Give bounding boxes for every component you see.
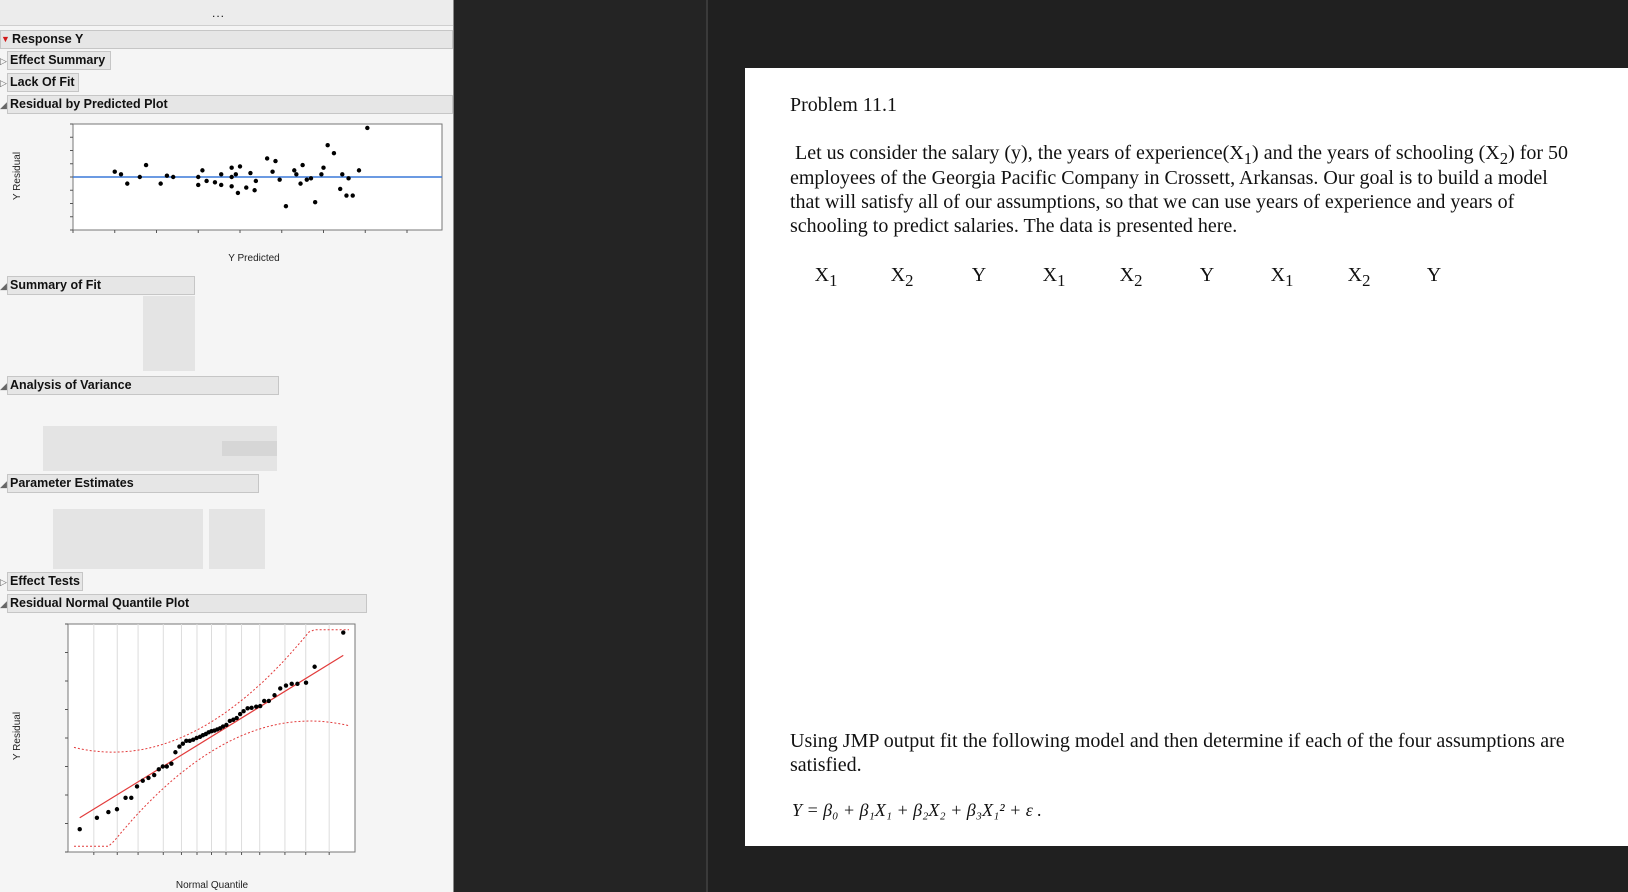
residual-point xyxy=(248,171,252,175)
residual-point xyxy=(158,181,162,185)
residual-point xyxy=(229,175,233,179)
header-letter: Y xyxy=(1426,264,1442,286)
header-letter: X xyxy=(814,264,830,286)
pe-cell xyxy=(161,524,203,539)
pe-cell xyxy=(209,539,265,554)
residual-plot-ylabel: Y Residual xyxy=(12,151,23,201)
residual-by-predicted-label: Residual by Predicted Plot xyxy=(10,97,168,111)
fit-stat-label xyxy=(7,296,143,311)
quantile-point xyxy=(146,776,150,780)
pe-cell xyxy=(161,509,203,524)
residual-point xyxy=(113,170,117,174)
anova-cell xyxy=(222,441,277,456)
residual-point xyxy=(219,172,223,176)
quantile-point xyxy=(165,764,169,768)
summary-of-fit-label: Summary of Fit xyxy=(10,278,101,292)
fit-stat-value xyxy=(143,326,195,341)
quantile-point xyxy=(152,773,156,777)
header-letter: X xyxy=(890,264,906,286)
table-column-header xyxy=(949,264,1009,287)
residual-point xyxy=(196,183,200,187)
quantile-point xyxy=(169,761,173,765)
quantile-point xyxy=(304,681,308,685)
residual-point xyxy=(309,176,313,180)
table-column-header xyxy=(1177,264,1237,287)
table-column-header xyxy=(1024,264,1084,291)
para1-text: Let us consider the salary (y), the years of experience(X xyxy=(795,142,1244,164)
residual-point xyxy=(332,151,336,155)
pe-cell xyxy=(109,539,161,554)
disclosure-open-icon[interactable]: ◢ xyxy=(0,381,7,391)
pe-cell xyxy=(7,539,53,554)
effect-summary-label: Effect Summary xyxy=(10,53,106,67)
problem-document xyxy=(745,68,1628,846)
para1-text: ) and the years of schooling (X xyxy=(1252,142,1500,164)
quantile-point xyxy=(95,816,99,820)
quantile-point xyxy=(258,704,262,708)
disclosure-open-icon[interactable]: ◢ xyxy=(0,100,7,110)
header-letter: X xyxy=(1270,264,1286,286)
fit-stat-label xyxy=(7,311,143,326)
response-header[interactable] xyxy=(0,30,453,49)
pe-cell xyxy=(109,524,161,539)
anova-cell xyxy=(87,441,152,456)
residual-point xyxy=(200,168,204,172)
disclosure-closed-icon[interactable]: ▷ xyxy=(0,56,7,66)
table-column-header xyxy=(1101,264,1161,291)
table-column-header xyxy=(1404,264,1464,287)
anova-cell xyxy=(152,456,222,471)
residual-point xyxy=(171,175,175,179)
fit-stat-value xyxy=(143,311,195,326)
pe-cell xyxy=(109,554,161,569)
quantile-point xyxy=(290,682,294,686)
anova-label: Analysis of Variance xyxy=(10,378,132,392)
parameter-estimates-header[interactable] xyxy=(7,474,259,493)
lack-of-fit-header[interactable] xyxy=(7,73,79,92)
residual-point xyxy=(204,179,208,183)
anova-cell xyxy=(7,456,43,471)
quantile-point xyxy=(181,742,185,746)
disclosure-open-icon[interactable]: ◢ xyxy=(0,479,7,489)
anova-cell xyxy=(43,426,87,441)
residual-point xyxy=(265,156,269,160)
pe-cell xyxy=(7,554,53,569)
salary-data-table xyxy=(745,264,1628,704)
fit-stat-label xyxy=(7,341,143,356)
fit-stat-value xyxy=(143,296,195,311)
anova-cell xyxy=(222,426,277,441)
quantile-point xyxy=(341,630,345,634)
paragraph-1-line-3: that will satisfy all of our assumptions, so that we can use years of experience and years of xyxy=(790,191,1515,213)
lack-of-fit-label: Lack Of Fit xyxy=(10,75,75,89)
summary-of-fit-header[interactable] xyxy=(7,276,195,295)
pe-cell xyxy=(7,524,53,539)
quantile-point xyxy=(272,693,276,697)
residual-point xyxy=(270,170,274,174)
table-column-header xyxy=(1329,264,1389,291)
quantile-point xyxy=(284,683,288,687)
residual-point xyxy=(229,184,233,188)
pe-cell xyxy=(53,554,109,569)
quantile-point xyxy=(254,704,258,708)
paragraph-2-line-2: satisfied. xyxy=(790,754,862,776)
header-subscript: 1 xyxy=(1285,271,1294,290)
quantile-point xyxy=(245,706,249,710)
header-letter: X xyxy=(1042,264,1058,286)
fit-stat-value xyxy=(143,356,195,371)
paragraph-1-line-1 xyxy=(795,142,1568,169)
anova-cell xyxy=(43,441,87,456)
disclosure-open-icon[interactable]: ◢ xyxy=(0,281,7,291)
header-letter: X xyxy=(1119,264,1135,286)
anova-cell xyxy=(7,426,43,441)
table-column-header xyxy=(872,264,932,291)
anova-cell xyxy=(152,426,222,441)
residual-point xyxy=(344,193,348,197)
residual-point xyxy=(284,204,288,208)
residual-point xyxy=(273,159,277,163)
pe-cell xyxy=(209,509,265,524)
residual-point xyxy=(277,177,281,181)
residual-point xyxy=(294,172,298,176)
residual-point xyxy=(305,177,309,181)
residual-point xyxy=(236,191,240,195)
quantile-point xyxy=(115,807,119,811)
residual-point xyxy=(351,193,355,197)
quantile-point xyxy=(224,723,228,727)
residual-point xyxy=(219,183,223,187)
quantile-point xyxy=(135,784,139,788)
table-column-header xyxy=(796,264,856,291)
pe-cell xyxy=(209,524,265,539)
paragraph-2-line-1: Using JMP output fit the following model and then determine if each of the four assumptions are xyxy=(790,730,1565,752)
pe-cell xyxy=(209,554,265,569)
quantile-point xyxy=(129,796,133,800)
pe-cell xyxy=(161,554,203,569)
header-letter: Y xyxy=(1199,264,1215,286)
residual-point xyxy=(252,188,256,192)
pe-cell xyxy=(53,524,109,539)
pe-cell xyxy=(53,509,109,524)
header-subscript: 2 xyxy=(1362,271,1371,290)
quantile-point xyxy=(78,827,82,831)
header-subscript: 2 xyxy=(1134,271,1143,290)
residual-point xyxy=(165,173,169,177)
quantile-plot-ylabel: Y Residual xyxy=(12,711,23,761)
residual-point xyxy=(365,126,369,130)
quantile-point xyxy=(141,779,145,783)
more-options-button[interactable]: ... xyxy=(212,6,226,20)
quantile-point xyxy=(241,709,245,713)
paragraph-1-line-2: employees of the Georgia Pacific Company in Crossett, Arkansas. Our goal is to build a model xyxy=(790,167,1548,189)
subscript: 2 xyxy=(1499,149,1509,168)
residual-point xyxy=(238,164,242,168)
residual-point xyxy=(325,143,329,147)
table-column-header xyxy=(1252,264,1312,291)
problem-title: Problem 11.1 xyxy=(790,94,898,116)
pe-cell xyxy=(161,539,203,554)
header-letter: X xyxy=(1347,264,1363,286)
header-subscript: 2 xyxy=(905,271,914,290)
quantile-point xyxy=(177,744,181,748)
residual-point xyxy=(234,172,238,176)
quantile-point xyxy=(123,796,127,800)
anova-cell xyxy=(43,456,87,471)
quantile-point xyxy=(267,699,271,703)
anova-cell xyxy=(87,426,152,441)
residual-point xyxy=(144,163,148,167)
residual-point xyxy=(346,176,350,180)
quantile-point xyxy=(295,682,299,686)
fit-stat-label xyxy=(7,356,143,371)
quantile-point xyxy=(161,764,165,768)
residual-point xyxy=(357,168,361,172)
quantile-point xyxy=(173,750,177,754)
quantile-point xyxy=(235,716,239,720)
pe-cell xyxy=(53,539,109,554)
residual-point xyxy=(319,172,323,176)
parameter-estimates-table xyxy=(7,494,259,568)
quantile-plot-xlabel: Normal Quantile xyxy=(175,880,249,891)
empty-dark-area xyxy=(454,0,706,892)
fit-stat-value xyxy=(143,341,195,356)
quantile-point xyxy=(262,699,266,703)
anova-cell xyxy=(222,456,277,471)
disclosure-closed-icon[interactable]: ▷ xyxy=(0,78,7,88)
header-letter: Y xyxy=(971,264,987,286)
residual-point xyxy=(321,166,325,170)
quantile-point xyxy=(238,712,242,716)
jmp-report-pane xyxy=(0,0,454,892)
residual-point xyxy=(300,163,304,167)
analysis-of-variance-header[interactable] xyxy=(7,376,279,395)
summary-of-fit-table xyxy=(7,296,195,372)
residual-point xyxy=(229,166,233,170)
header-subscript: 1 xyxy=(829,271,838,290)
normal-quantile-label: Residual Normal Quantile Plot xyxy=(10,596,190,610)
residual-point xyxy=(298,181,302,185)
anova-cell xyxy=(152,441,222,456)
paragraph-1-line-4: schooling to predict salaries. The data is presented here. xyxy=(790,215,1238,237)
residual-point xyxy=(313,200,317,204)
normal-quantile-plot xyxy=(0,614,453,892)
residual-point xyxy=(213,180,217,184)
residual-point xyxy=(119,172,123,176)
residual-point xyxy=(254,179,258,183)
quantile-point xyxy=(312,665,316,669)
anova-cell xyxy=(7,441,43,456)
fit-stat-label xyxy=(7,326,143,341)
residual-point xyxy=(338,187,342,191)
residual-plot-xlabel: Y Predicted xyxy=(228,253,280,264)
residual-point xyxy=(196,175,200,179)
disclosure-closed-icon[interactable]: ▷ xyxy=(0,577,7,587)
quantile-point xyxy=(249,706,253,710)
window-top-strip xyxy=(0,0,453,26)
effect-summary-header[interactable] xyxy=(7,51,111,70)
normal-quantile-header[interactable] xyxy=(7,594,367,613)
parameter-estimates-label: Parameter Estimates xyxy=(10,476,134,490)
anova-cell xyxy=(87,456,152,471)
effect-tests-label: Effect Tests xyxy=(10,574,80,588)
anova-table xyxy=(7,396,279,471)
pane-splitter[interactable] xyxy=(706,0,708,892)
pe-cell xyxy=(109,509,161,524)
model-equation: Y = β₀ + β₁X₁ + β₂X₂ + β₃X₁² + ε . xyxy=(792,800,1042,820)
residual-point xyxy=(125,181,129,185)
red-triangle-menu-icon[interactable]: ▼ xyxy=(1,34,10,44)
header-subscript: 1 xyxy=(1057,271,1066,290)
para1-text: ) for 50 xyxy=(1508,142,1569,164)
subscript: 1 xyxy=(1243,149,1253,168)
residual-by-predicted-header[interactable] xyxy=(7,95,453,114)
quantile-point xyxy=(157,767,161,771)
pe-cell xyxy=(7,509,53,524)
response-title: Response Y xyxy=(12,32,84,46)
disclosure-open-icon[interactable]: ◢ xyxy=(0,599,7,609)
quantile-point xyxy=(278,686,282,690)
residual-point xyxy=(340,172,344,176)
residual-by-predicted-plot xyxy=(0,116,453,266)
residual-point xyxy=(244,185,248,189)
effect-tests-header[interactable] xyxy=(7,572,83,591)
quantile-point xyxy=(106,810,110,814)
residual-point xyxy=(292,168,296,172)
residual-point xyxy=(138,175,142,179)
